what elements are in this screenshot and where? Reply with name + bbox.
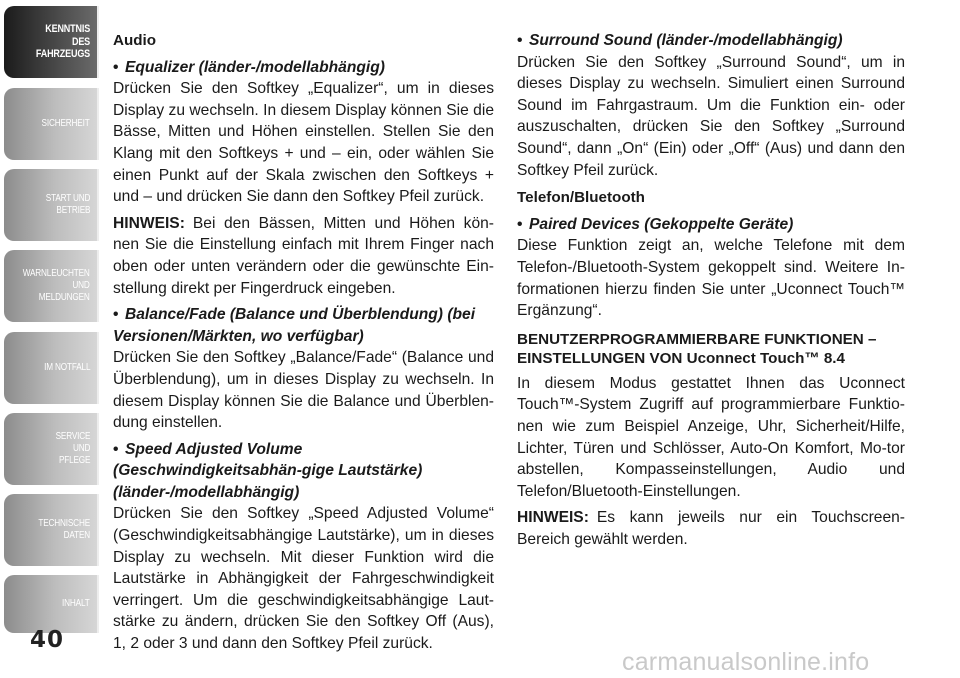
- watermark-text: carmanualsonline.info: [622, 648, 870, 676]
- paragraph-equalizer: Drücken Sie den Softkey „Equalizer“, um in dieses Display zu wechseln. In diesem Display können Sie die Bässe, Mitten und Höhen einstellen. Stellen Sie den Klang mit den Softkeys + und – ein, oder wählen Sie einen Punkt auf der Skala zwischen den Softkeys + und – und drücken Sie dann den Softkey Pfeil zurück.: [113, 80, 494, 206]
- right-column: [517, 30, 905, 555]
- bullet-speed-adjusted-volume: [113, 439, 494, 504]
- bullet-title: Speed Adjusted Volume (Geschwindigkeitsabhän-gige Lautstärke) (länder-/modellabhängig): [113, 440, 423, 501]
- tab-warnleuchten-und-meldungen[interactable]: [4, 250, 99, 322]
- tab-label: KENNTNIS DES FAHRZEUGS: [35, 23, 90, 61]
- tab-label: IM NOTFALL: [43, 362, 90, 373]
- bullet-balance-fade: [113, 304, 494, 347]
- page-number: 40: [30, 627, 65, 653]
- bullet-title: Surround Sound (länder-/modellabhängig): [529, 32, 843, 49]
- tab-sicherheit[interactable]: [4, 88, 99, 160]
- note-label: HINWEIS:: [113, 214, 185, 232]
- bullet-dot: •: [517, 32, 523, 49]
- tab-label: SICHERHEIT: [41, 118, 90, 129]
- tab-label: TECHNISCHE DATEN: [38, 518, 90, 541]
- bullet-title: Balance/Fade (Balance und Überblendung) (bei Versionen/Märkten, wo verfügbar): [113, 306, 476, 345]
- bullet-dot: •: [113, 306, 119, 324]
- bullet-dot: •: [517, 215, 523, 233]
- bullet-surround-sound: [517, 30, 905, 52]
- left-column: [113, 30, 494, 660]
- tab-label: INHALT: [62, 598, 90, 609]
- section-heading-programmierbare-funktionen: BENUTZERPROGRAMMIERBARE FUNKTIONEN – EINSTELLUNGEN VON Uconnect Touch™ 8.4: [517, 330, 877, 367]
- tab-label: SERVICE UND PFLEGE: [55, 431, 90, 466]
- bullet-title: Equalizer (länder-/modellabhängig): [125, 58, 385, 76]
- tab-label: START UND BETRIEB: [45, 193, 90, 216]
- paragraph-balance-fade: Drücken Sie den Softkey „Balance/Fade“ (Balance und Überblendung), um in dieses Display zu wechseln. In diesem Display können Sie die Balance und Überblen-dung einstellen.: [113, 349, 494, 432]
- note-text: Bei den Bässen, Mitten und Höhen kön-nen Sie die Einstellung einfach mit Ihrem Finger nach oben oder unten verändern oder die gewünschte Ein-stellung direkt per Fingerdruck eingeben.: [113, 214, 494, 297]
- bullet-equalizer: [113, 57, 494, 79]
- tab-label: WARNLEUCHTEN UND MELDUNGEN: [23, 268, 90, 303]
- note-text: Es kann jeweils nur ein Touchscreen-Bereich gewählt werden.: [517, 509, 905, 548]
- tab-technische-daten[interactable]: [4, 494, 99, 566]
- bullet-dot: •: [113, 58, 119, 76]
- note-equalizer: [113, 213, 494, 299]
- paragraph-programmierbare-funktionen: In diesem Modus gestattet Ihnen das Uconnect Touch™-System Zugriff auf programmierbare Funktio-nen wie zum Beispiel Anzeige, Uhr, Sicherheit/Hilfe, Lichter, Türen und Schlösser, Auto-On Komfort, Mo-tor abstellen, Kompasseinstellungen, Audio und Telefon/Bluetooth-Einstellungen.: [517, 374, 905, 500]
- paragraph-surround-sound: Drücken Sie den Softkey „Surround Sound“, um in dieses Display zu wechseln. Simuliert einen Surround Sound im Fahrgastraum. Um die Funktion ein- oder auszuschalten, drücken Sie den Softkey „Surround Sound“, dann „On“ (Ein) oder „Off“ (Aus) und dann den Softkey Pfeil zurück.: [517, 53, 905, 179]
- note-touchscreen: [517, 507, 905, 550]
- tab-service-und-pflege[interactable]: [4, 413, 99, 485]
- bullet-dot: •: [113, 440, 119, 458]
- tab-kenntnis-des-fahrzeugs[interactable]: [4, 6, 99, 78]
- paragraph-speed-adjusted-volume: Drücken Sie den Softkey „Speed Adjusted Volume“ (Geschwindigkeitsabhängige Lautstärke), um in dieses Display zu wechseln. Mit dieser Funktion wird die Lautstärke in Abhängigkeit der Fahrgeschwindigkeit verringert. Um die geschwindigkeitsabhängige Laut-stärke zu ändern, drücken Sie den Softkey Off (Aus), 1, 2 oder 3 und dann den Softkey Pfeil zurück.: [113, 505, 494, 653]
- paragraph-paired-devices: Diese Funktion zeigt an, welche Telefone mit dem Telefon-/Bluetooth-System gekoppelt sind. Weitere In-formationen hierzu finden Sie unter „Uconnect Touch™ Ergänzung“.: [517, 237, 905, 320]
- chapter-sidebar: [0, 0, 100, 678]
- note-label: HINWEIS:: [517, 509, 589, 527]
- tab-im-notfall[interactable]: [4, 332, 99, 404]
- tab-inhalt[interactable]: [4, 575, 99, 633]
- tab-start-und-betrieb[interactable]: [4, 169, 99, 241]
- bullet-paired-devices: [517, 214, 905, 236]
- bullet-title: Paired Devices (Gekoppelte Geräte): [529, 215, 794, 233]
- section-heading-audio: Audio: [113, 32, 157, 49]
- section-heading-telefon-bluetooth: Telefon/Bluetooth: [517, 189, 645, 207]
